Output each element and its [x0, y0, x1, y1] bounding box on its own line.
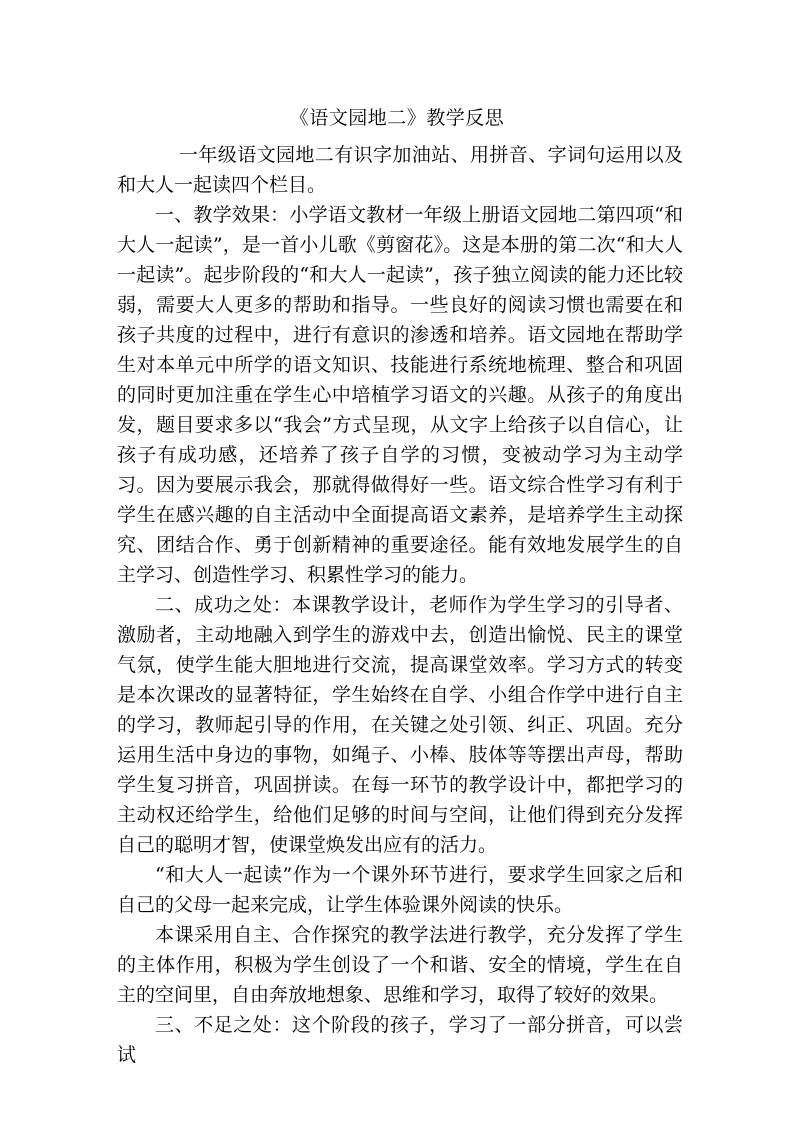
paragraph-method: 本课采用自主、合作探究的教学法进行教学，充分发挥了学生的主体作用，积极为学生创设了一个和谐、安全的情境，学生在自主的空间里，自由奔放地想象、思维和学习，取得了较好的效果。: [117, 924, 683, 1006]
paragraph-read-with-adults: “和大人一起读”作为一个课外环节进行，要求学生回家之后和自己的父母一起来完成，让学生体验课外阅读的快乐。: [117, 864, 683, 916]
paragraph-teaching-effect: 一、教学效果：小学语文教材一年级上册语文园地二第四项“和大人一起读”，是一首小儿歌《剪窗花》。这是本册的第二次“和大人一起读”。起步阶段的“和大人一起读”，孩子独立阅读的能力还比较弱，需要大人更多的帮助和指导。一些良好的阅读习惯也需要在和孩子共度的过程中，进行有意识的渗透和培养。语文园地在帮助学生对本单元中所学的语文知识、技能进行系统地梳理、整合和巩固的同时更加注重在学生心中培植学习语文的兴趣。从孩子的角度出发，题目要求多以“我会”方式呈现，从文字上给孩子以自信心，让孩子有成功感，还培养了孩子自学的习惯，变被动学习为主动学习。因为要展示我会，那就得做得好一些。语文综合性学习有利于学生在感兴趣的自主活动中全面提高语文素养，是培养学生主动探究、团结合作、勇于创新精神的重要途径。能有效地发展学生的自主学习、创造性学习、积累性学习的能力。: [117, 204, 683, 586]
paragraph-intro: 一年级语文园地二有识字加油站、用拼音、字词句运用以及和大人一起读四个栏目。: [117, 144, 683, 196]
document-body: [117, 140, 683, 1070]
paragraph-success: 二、成功之处：本课教学设计，老师作为学生学习的引导者、激励者，主动地融入到学生的游戏中去，创造出愉悦、民主的课堂气氛，使学生能大胆地进行交流，提高课堂效率。学习方式的转变是本次课改的显著特征，学生始终在自学、小组合作学中进行自主的学习，教师起引导的作用，在关键之处引领、纠正、巩固。充分运用生活中身边的事物，如绳子、小棒、肢体等等摆出声母，帮助学生复习拼音，巩固拼读。在每一环节的教学设计中，都把学习的主动权还给学生，给他们足够的时间与空间，让他们得到充分发挥自己的聪明才智，使课堂焕发出应有的活力。: [117, 594, 683, 856]
document-title: 《语文园地二》教学反思: [289, 107, 505, 129]
paragraph-shortcomings: 三、不足之处：这个阶段的孩子，学习了一部分拼音，可以尝试: [117, 1014, 683, 1066]
